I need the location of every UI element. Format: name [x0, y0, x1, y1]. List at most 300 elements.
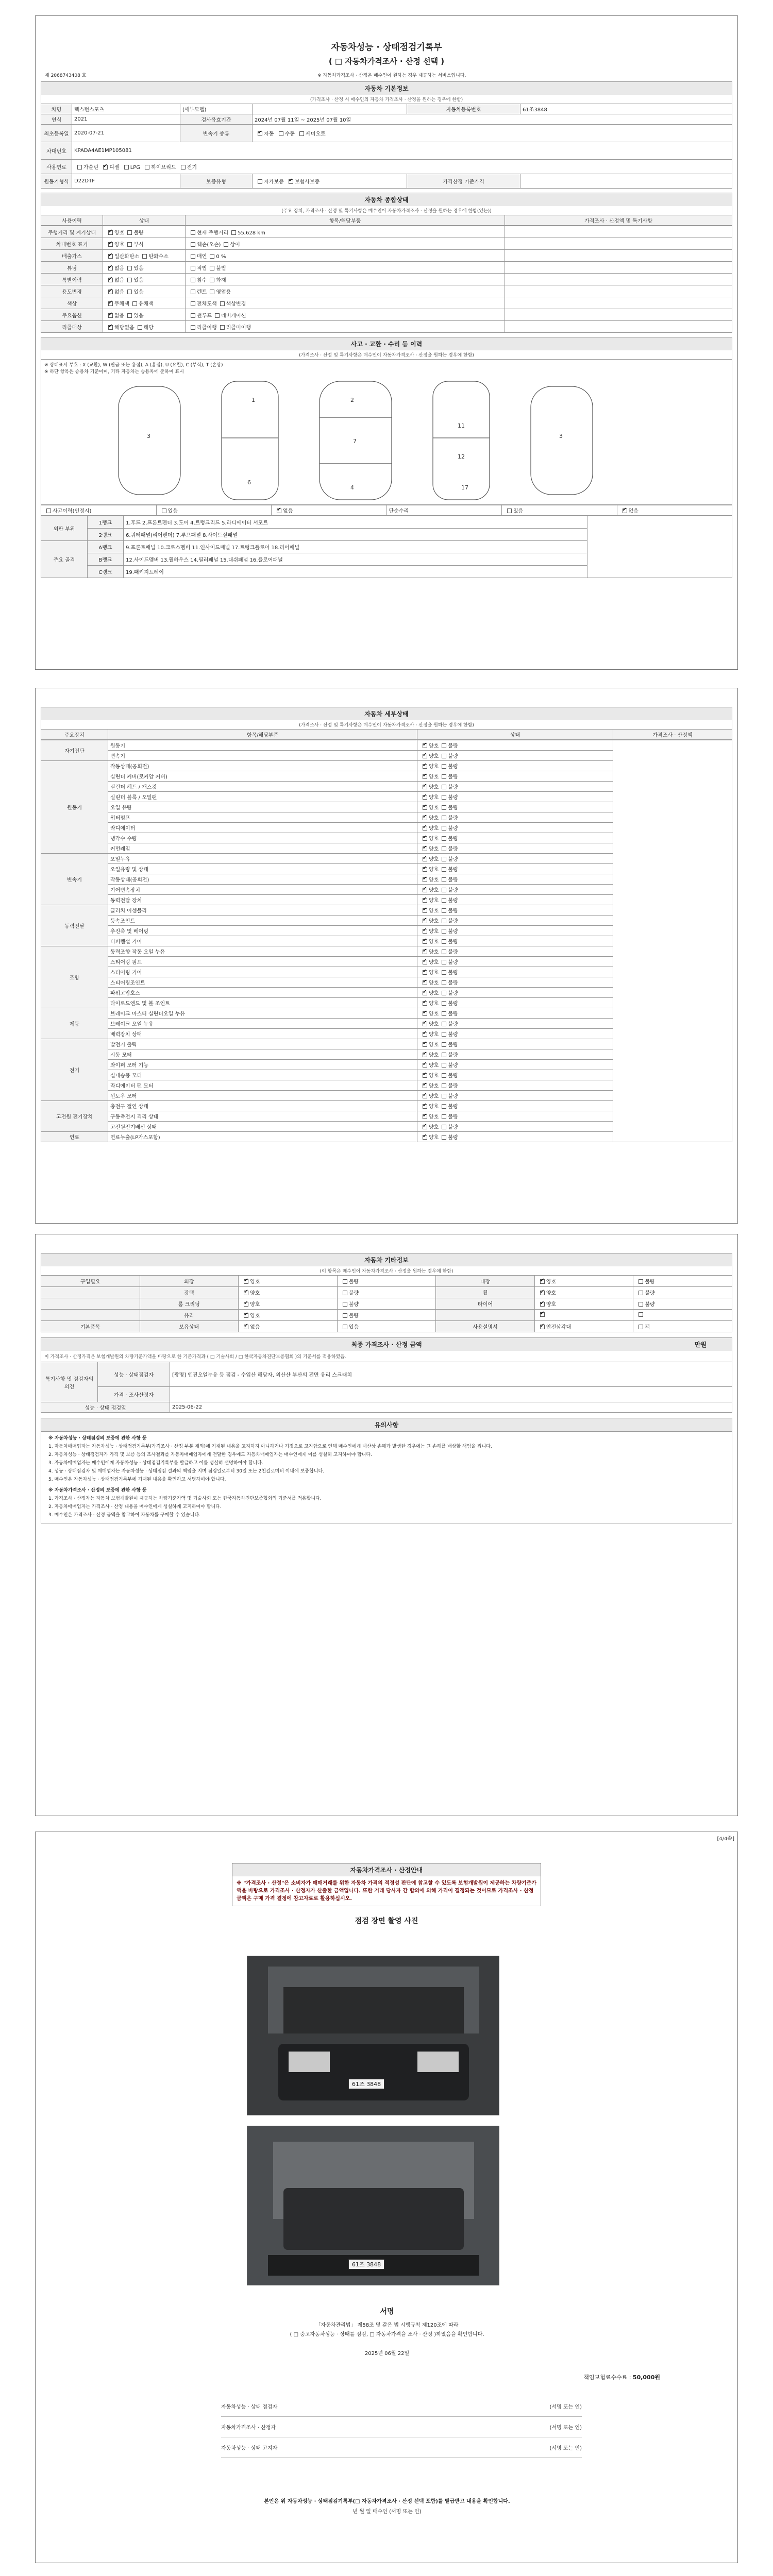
- others-checkbox[interactable]: [540, 1312, 545, 1317]
- others-cell: [436, 1310, 535, 1321]
- detail-bad-checkbox[interactable]: [442, 1032, 446, 1037]
- detail-ok-checkbox[interactable]: [423, 1011, 427, 1016]
- status-row: [41, 309, 732, 321]
- detail-ok-label: 양호: [429, 1022, 439, 1027]
- state-bad-checkbox[interactable]: [127, 278, 132, 282]
- detail-state: [417, 977, 613, 988]
- item-b-checkbox[interactable]: [231, 230, 236, 235]
- others-cell: [534, 1298, 633, 1310]
- checkbox-gasoline[interactable]: [77, 165, 82, 170]
- detail-col-device: 주요장치: [41, 730, 108, 740]
- detail-item: 등속조인트: [108, 916, 417, 926]
- detail-bad-checkbox[interactable]: [442, 877, 446, 882]
- detail-item: 디퍼렌셜 기어: [108, 936, 417, 946]
- label-vin: 차대번호: [41, 142, 72, 160]
- engine-type: D22DTF: [72, 174, 180, 189]
- status-row-state: [103, 309, 186, 321]
- detail-bad-label: 불량: [448, 1011, 458, 1017]
- status-rows: [41, 226, 732, 333]
- detail-ok-checkbox[interactable]: [423, 1094, 427, 1098]
- item-a-checkbox[interactable]: [191, 230, 195, 235]
- sign-text-2: ( □ 중고자동차성능 · 상태를 점검, □ 자동차가격을 조사 · 산정 )하였음을 확인합니다.: [290, 2332, 484, 2337]
- detail-bad-checkbox[interactable]: [442, 1011, 446, 1016]
- detail-bad-checkbox[interactable]: [442, 805, 446, 810]
- detail-state: [417, 936, 613, 946]
- detail-bad-label: 불량: [448, 805, 458, 811]
- detail-state: [417, 998, 613, 1008]
- detail-ok-checkbox[interactable]: [423, 1073, 427, 1078]
- detail-state: [417, 988, 613, 998]
- appraiser-remarks: [170, 1387, 732, 1402]
- detail-bad-label: 불량: [448, 1042, 458, 1048]
- detail-state: [417, 792, 613, 802]
- panel-table: [41, 516, 732, 578]
- detail-ok-checkbox[interactable]: [423, 991, 427, 995]
- sheet-page-3: [35, 1234, 738, 1816]
- checkbox-auto[interactable]: [258, 131, 262, 136]
- state-ok-checkbox[interactable]: [108, 266, 113, 270]
- detail-ok-checkbox[interactable]: [423, 898, 427, 903]
- detail-state: [417, 771, 613, 782]
- detail-bad-checkbox[interactable]: [442, 816, 446, 820]
- detail-group-name: 고전원 전기장치: [41, 1101, 108, 1132]
- detail-row: [41, 740, 732, 751]
- detail-bad-checkbox[interactable]: [442, 867, 446, 872]
- detail-item: 커먼레일: [108, 843, 417, 854]
- others-checkbox[interactable]: [343, 1313, 347, 1318]
- notice-head-2: ※ 자동차가격조사 · 산정의 보증에 관한 사항 등: [48, 1488, 147, 1493]
- detail-bad-checkbox[interactable]: [442, 743, 446, 748]
- others-cell: [239, 1287, 338, 1298]
- detail-ok-checkbox[interactable]: [423, 1022, 427, 1026]
- others-checkbox[interactable]: [540, 1302, 545, 1307]
- detail-ok-checkbox[interactable]: [423, 1083, 427, 1088]
- detail-item: 실린더 블록 / 오일팬: [108, 792, 417, 802]
- detail-bad-checkbox[interactable]: [442, 1053, 446, 1057]
- detail-bad-checkbox[interactable]: [442, 1094, 446, 1098]
- detail-state: [417, 967, 613, 977]
- status-col-item: 항목/해당부품: [186, 215, 505, 226]
- detail-ok-checkbox[interactable]: [423, 1125, 427, 1129]
- signature-rows: [221, 2396, 582, 2458]
- others-cell-text: 양호: [546, 1291, 557, 1296]
- status-row-price: [505, 309, 732, 321]
- state-ok-checkbox[interactable]: [108, 325, 113, 330]
- state-bad-checkbox[interactable]: [127, 266, 132, 270]
- detail-bad-label: 불량: [448, 1125, 458, 1130]
- status-row: [41, 250, 732, 262]
- detail-ok-checkbox[interactable]: [423, 1135, 427, 1140]
- item-a-checkbox[interactable]: [191, 290, 195, 294]
- others-cell: [633, 1287, 732, 1298]
- detail-state: [417, 874, 613, 885]
- detail-bad-label: 불량: [448, 754, 458, 759]
- detail-bad-checkbox[interactable]: [442, 764, 446, 769]
- detail-bad-checkbox[interactable]: [442, 1135, 446, 1140]
- detail-ok-checkbox[interactable]: [423, 846, 427, 851]
- detail-state: [417, 1029, 613, 1039]
- signature-slot[interactable]: (서명 또는 인): [549, 2425, 582, 2431]
- label-warranty: 보증유형: [180, 174, 253, 189]
- detail-bad-label: 불량: [448, 826, 458, 832]
- detail-bad-checkbox[interactable]: [442, 795, 446, 800]
- detail-ok-label: 양호: [429, 805, 439, 811]
- state-ok-label: 일산화탄소: [114, 253, 140, 260]
- opt-self-warranty: 자가보증: [264, 179, 284, 185]
- state-bad-checkbox[interactable]: [127, 290, 132, 294]
- legend-accident-yes-checkbox[interactable]: [162, 509, 166, 513]
- car-name: 렉스턴스포츠: [72, 104, 180, 114]
- legend-repair-no-checkbox[interactable]: [623, 509, 627, 513]
- label-detail-model: (세부모델): [180, 104, 253, 114]
- checkbox-insurance-warranty[interactable]: [289, 179, 293, 184]
- detail-item: 작동상태(공회전): [108, 874, 417, 885]
- detail-ok-checkbox[interactable]: [423, 774, 427, 779]
- detail-bad-label: 불량: [448, 888, 458, 893]
- item-a-checkbox[interactable]: [191, 325, 195, 330]
- status-row-label: 주행거리 및 계기상태: [41, 226, 103, 238]
- others-checkbox[interactable]: [540, 1291, 545, 1295]
- checkbox-electric[interactable]: [181, 165, 186, 170]
- status-row-price: [505, 297, 732, 309]
- detail-ok-checkbox[interactable]: [423, 877, 427, 882]
- detail-bad-checkbox[interactable]: [442, 1125, 446, 1129]
- item-a-checkbox[interactable]: [191, 278, 195, 282]
- state-ok-checkbox[interactable]: [108, 254, 113, 259]
- detail-ok-checkbox[interactable]: [423, 970, 427, 975]
- detail-ok-label: 양호: [429, 950, 439, 955]
- item-b-checkbox[interactable]: [215, 313, 220, 318]
- others-checkbox[interactable]: [540, 1279, 545, 1284]
- detail-ok-checkbox[interactable]: [423, 1032, 427, 1037]
- detail-bad-checkbox[interactable]: [442, 846, 446, 851]
- detail-bad-label: 불량: [448, 1094, 458, 1099]
- item-a-checkbox[interactable]: [191, 242, 195, 247]
- state-ok-checkbox[interactable]: [108, 313, 113, 318]
- detail-bad-checkbox[interactable]: [442, 888, 446, 892]
- detail-ok-label: 양호: [429, 1011, 439, 1017]
- detail-bad-checkbox[interactable]: [442, 991, 446, 995]
- detail-ok-checkbox[interactable]: [423, 919, 427, 923]
- detail-state: [417, 1101, 613, 1111]
- detail-ok-label: 양호: [429, 929, 439, 935]
- opt-hybrid: 하이브리드: [151, 165, 176, 171]
- detail-bad-checkbox[interactable]: [442, 960, 446, 964]
- detail-item: 오일 유량: [108, 802, 417, 812]
- others-cell-text: 잭: [645, 1325, 650, 1330]
- others-checkbox[interactable]: [540, 1325, 545, 1329]
- others-cell-text: 휠: [482, 1291, 488, 1296]
- status-row-price: [505, 274, 732, 285]
- detail-ok-checkbox[interactable]: [423, 785, 427, 789]
- detail-bad-checkbox[interactable]: [442, 950, 446, 954]
- detail-ok-checkbox[interactable]: [423, 1001, 427, 1006]
- detail-bad-label: 불량: [448, 980, 458, 986]
- detail-ok-checkbox[interactable]: [423, 939, 427, 944]
- detail-state: [417, 1122, 613, 1132]
- signature-role: 자동차성능 · 상태 고지자: [221, 2446, 278, 2451]
- others-checkbox[interactable]: [343, 1302, 347, 1307]
- detail-ok-checkbox[interactable]: [423, 1104, 427, 1109]
- detail-ok-checkbox[interactable]: [423, 826, 427, 831]
- legend-accident-no-checkbox[interactable]: [277, 509, 281, 513]
- legend-repair-no: [617, 505, 732, 516]
- others-checkbox[interactable]: [638, 1302, 643, 1307]
- detail-state: [417, 864, 613, 874]
- detail-bad-checkbox[interactable]: [442, 774, 446, 779]
- others-checkbox[interactable]: [244, 1291, 248, 1295]
- item-b-checkbox[interactable]: [210, 266, 214, 270]
- state-ok-checkbox[interactable]: [108, 301, 113, 306]
- detail-ok-checkbox[interactable]: [423, 743, 427, 748]
- detail-ok-checkbox[interactable]: [423, 1114, 427, 1119]
- status-row-label: 색상: [41, 297, 103, 309]
- sheet-page-1: [35, 15, 738, 670]
- item-a-label: 렌트: [197, 289, 207, 295]
- detail-bad-checkbox[interactable]: [442, 898, 446, 903]
- label-transmission: 변속기 종류: [180, 125, 253, 142]
- detail-group-name: 동력전달: [41, 905, 108, 946]
- others-cell-text: 있음: [348, 1325, 359, 1330]
- detail-bad-checkbox[interactable]: [442, 970, 446, 975]
- status-col-usage: 사용이력: [41, 215, 103, 226]
- detail-ok-checkbox[interactable]: [423, 754, 427, 758]
- inspector-remarks: [광명] 엔진오일누유 등 점검 - 수입산 해당자, 외산산 부산의 전면 유리 스크래치: [170, 1362, 732, 1387]
- detail-bad-checkbox[interactable]: [442, 908, 446, 913]
- item-a-label: 매연: [197, 253, 207, 260]
- others-checkbox[interactable]: [638, 1279, 643, 1284]
- legend-accident-no-label: 없음: [283, 509, 293, 514]
- item-b-checkbox[interactable]: [224, 242, 228, 247]
- others-checkbox[interactable]: [343, 1291, 347, 1295]
- state-bad-label: 유채색: [138, 301, 154, 307]
- signature-slot[interactable]: (서명 또는 인): [549, 2404, 582, 2410]
- checkbox-lpg[interactable]: [124, 165, 129, 170]
- others-cell: [337, 1287, 436, 1298]
- detail-item: 오일유량 및 상태: [108, 864, 417, 874]
- checkbox-manual[interactable]: [279, 131, 283, 136]
- others-sub: (이 항목은 매수인이 자동차가격조사 · 산정을 원하는 경우에 한함): [41, 1266, 732, 1275]
- status-row: [41, 321, 732, 333]
- remarks-label: 특기사항 및 점검자의 의견: [41, 1362, 98, 1402]
- state-bad-checkbox[interactable]: [127, 242, 132, 247]
- detail-item: 타이로드엔드 및 볼 조인트: [108, 998, 417, 1008]
- status-row-label: 차대번호 표기: [41, 238, 103, 250]
- signature-role: 자동차가격조사 · 산정자: [221, 2425, 276, 2431]
- checkbox-semi[interactable]: [299, 131, 304, 136]
- item-b-checkbox[interactable]: [210, 254, 214, 259]
- price-table: [41, 1362, 732, 1413]
- state-bad-checkbox[interactable]: [127, 230, 132, 235]
- detail-bad-checkbox[interactable]: [442, 1042, 446, 1047]
- others-cell-text: 기본품목: [80, 1325, 100, 1330]
- others-checkbox[interactable]: [244, 1302, 248, 1307]
- others-cell-text: 양호: [250, 1279, 260, 1285]
- state-ok-checkbox[interactable]: [108, 278, 113, 282]
- item-b-checkbox[interactable]: [210, 290, 214, 294]
- detail-ok-checkbox[interactable]: [423, 857, 427, 861]
- detail-ok-checkbox[interactable]: [423, 888, 427, 892]
- status-row: [41, 297, 732, 309]
- exterior-label: 외판 부위: [41, 516, 88, 541]
- detail-ok-label: 양호: [429, 1063, 439, 1069]
- rank1-items: 1.후드 2.프론트펜더 3.도어 4.트렁크리드 5.라디에이터 서포트: [124, 516, 587, 529]
- status-row-label: 튜닝: [41, 262, 103, 274]
- detail-ok-checkbox[interactable]: [423, 816, 427, 820]
- others-cell-text: 안전삼각대: [546, 1325, 572, 1330]
- others-cell-text: 내장: [480, 1279, 491, 1285]
- others-cell-text: 구입필요: [80, 1279, 100, 1285]
- detail-ok-checkbox[interactable]: [423, 795, 427, 800]
- state-ok-checkbox[interactable]: [108, 242, 113, 247]
- others-checkbox[interactable]: [244, 1279, 248, 1284]
- detail-ok-checkbox[interactable]: [423, 764, 427, 769]
- detail-bad-label: 불량: [448, 991, 458, 996]
- status-row-state: [103, 297, 186, 309]
- item-b-checkbox[interactable]: [210, 278, 214, 282]
- state-ok-checkbox[interactable]: [108, 230, 113, 235]
- others-checkbox[interactable]: [343, 1279, 347, 1284]
- detail-bad-label: 불량: [448, 1032, 458, 1038]
- item-a-checkbox[interactable]: [191, 301, 195, 306]
- others-checkbox[interactable]: [638, 1312, 643, 1317]
- detail-bad-checkbox[interactable]: [442, 1022, 446, 1026]
- detail-ok-checkbox[interactable]: [423, 805, 427, 810]
- rear-plate: 61조 3848: [348, 2259, 384, 2269]
- detail-bad-label: 불량: [448, 795, 458, 801]
- detail-item: 변속기: [108, 751, 417, 761]
- others-checkbox[interactable]: [638, 1291, 643, 1295]
- state-bad-checkbox[interactable]: [132, 301, 137, 306]
- others-cell: [140, 1321, 239, 1332]
- detail-bad-checkbox[interactable]: [442, 929, 446, 934]
- others-cell-text: 타이어: [478, 1302, 493, 1308]
- detail-bad-label: 불량: [448, 1114, 458, 1120]
- detail-bad-checkbox[interactable]: [442, 1083, 446, 1088]
- detail-bad-label: 불량: [448, 950, 458, 955]
- detail-bad-checkbox[interactable]: [442, 836, 446, 841]
- state-bad-checkbox[interactable]: [142, 254, 147, 259]
- doc-subtitle: ( □ 자동차가격조사 · 산정 선택 ): [328, 57, 445, 66]
- detail-ok-checkbox[interactable]: [423, 1042, 427, 1047]
- front-plate: 61조 3848: [348, 2079, 384, 2089]
- detail-bad-checkbox[interactable]: [442, 1073, 446, 1078]
- checkbox-diesel[interactable]: [103, 165, 108, 170]
- detail-ok-label: 양호: [429, 898, 439, 904]
- legend-repair-yes-checkbox[interactable]: [507, 509, 512, 513]
- others-cell: [534, 1321, 633, 1332]
- detail-col-price: 가격조사 · 산정액: [613, 730, 732, 740]
- signature-slot[interactable]: (서명 또는 인): [549, 2446, 582, 2451]
- detail-state: [417, 905, 613, 916]
- detail-bad-checkbox[interactable]: [442, 1063, 446, 1067]
- state-bad-label: 불량: [133, 230, 144, 236]
- notice-item: 3. 매수인은 가격조사 · 산정 금액을 참고하여 자동차를 구매할 수 있습니다.: [48, 1513, 201, 1518]
- detail-item: 스티어링조인트: [108, 977, 417, 988]
- detail-bad-checkbox[interactable]: [442, 1114, 446, 1119]
- detail-bad-checkbox[interactable]: [442, 785, 446, 789]
- state-bad-checkbox[interactable]: [127, 313, 132, 318]
- others-cell: [239, 1298, 338, 1310]
- opt-diesel: 디젤: [109, 165, 120, 171]
- others-checkbox[interactable]: [244, 1325, 248, 1329]
- state-ok-checkbox[interactable]: [108, 290, 113, 294]
- front-photo-svg: [247, 1956, 499, 2115]
- item-a-checkbox[interactable]: [191, 313, 195, 318]
- detail-ok-checkbox[interactable]: [423, 908, 427, 913]
- detail-bad-label: 불량: [448, 1135, 458, 1141]
- others-cell: [337, 1276, 436, 1287]
- detail-ok-checkbox[interactable]: [423, 836, 427, 841]
- detail-ok-checkbox[interactable]: [423, 1063, 427, 1067]
- detail-ok-checkbox[interactable]: [423, 960, 427, 964]
- detail-state: [417, 833, 613, 843]
- detail-ok-checkbox[interactable]: [423, 980, 427, 985]
- detail-bad-label: 불량: [448, 1104, 458, 1110]
- item-b-label: 0 %: [216, 253, 226, 260]
- detail-ok-checkbox[interactable]: [423, 1053, 427, 1057]
- detail-body-table: [41, 740, 732, 1142]
- detail-bad-checkbox[interactable]: [442, 1104, 446, 1109]
- detail-ok-checkbox[interactable]: [423, 929, 427, 934]
- appraiser-label: 가격 · 조사산정자: [98, 1387, 170, 1402]
- detail-item: 발전기 출력: [108, 1039, 417, 1049]
- state-bad-checkbox[interactable]: [138, 325, 142, 330]
- detail-item: 실린더 커버(로커암 커버): [108, 771, 417, 782]
- others-cell-text: 양호: [250, 1302, 260, 1308]
- others-checkbox[interactable]: [343, 1325, 347, 1329]
- item-a-checkbox[interactable]: [191, 254, 195, 259]
- detail-bad-checkbox[interactable]: [442, 826, 446, 831]
- detail-bad-checkbox[interactable]: [442, 754, 446, 758]
- detail-bad-label: 불량: [448, 919, 458, 924]
- b-rank: B랭크: [88, 553, 124, 566]
- detail-item: 구동축전지 격리 상태: [108, 1111, 417, 1122]
- status-row-items: [186, 297, 505, 309]
- detail-bad-checkbox[interactable]: [442, 919, 446, 923]
- banner-text: ※ "가격조사 · 산정"은 소비자가 매매거래를 위한 자동차 가격의 적정성 판단에 참고할 수 있도록 보험개발원이 제공하는 차량기준가액을 바탕으로 가격조사 · 산정자가 산출한 금액입니다. 또한 거래 당사자 간 합의에 의해 가격이 결정되는 것이므로 가격조사 · 산정 금액은 구매 가격 결정에 참고자료로 활용하십시오.: [237, 1880, 536, 1902]
- others-row: [41, 1310, 732, 1321]
- checkbox-hybrid[interactable]: [145, 165, 149, 170]
- detail-bad-checkbox[interactable]: [442, 980, 446, 985]
- checkbox-self-warranty[interactable]: [258, 179, 262, 184]
- detail-ok-label: 양호: [429, 980, 439, 986]
- detail-item: 와이퍼 모터 기능: [108, 1060, 417, 1070]
- detail-bad-checkbox[interactable]: [442, 939, 446, 944]
- detail-bad-label: 불량: [448, 970, 458, 976]
- detail-state: [417, 843, 613, 854]
- detail-ok-checkbox[interactable]: [423, 867, 427, 872]
- others-cell: [140, 1310, 239, 1321]
- fee-value: 50,000원: [632, 2374, 660, 2381]
- others-cell: [436, 1298, 535, 1310]
- detail-bad-checkbox[interactable]: [442, 1001, 446, 1006]
- item-b-checkbox[interactable]: [220, 325, 225, 330]
- others-cell: [239, 1310, 338, 1321]
- item-b-label: 화재: [216, 277, 226, 283]
- state-ok-label: 해당없음: [114, 325, 135, 331]
- detail-ok-checkbox[interactable]: [423, 950, 427, 954]
- status-row-state: [103, 226, 186, 238]
- doc-number: 2068743408: [51, 73, 80, 78]
- sheet-page-2: [35, 688, 738, 1224]
- others-checkbox[interactable]: [638, 1325, 643, 1329]
- legend-accident-checkbox[interactable]: [46, 509, 51, 513]
- detail-bad-checkbox[interactable]: [442, 857, 446, 861]
- others-checkbox[interactable]: [244, 1313, 248, 1318]
- item-a-checkbox[interactable]: [191, 266, 195, 270]
- item-b-checkbox[interactable]: [220, 301, 225, 306]
